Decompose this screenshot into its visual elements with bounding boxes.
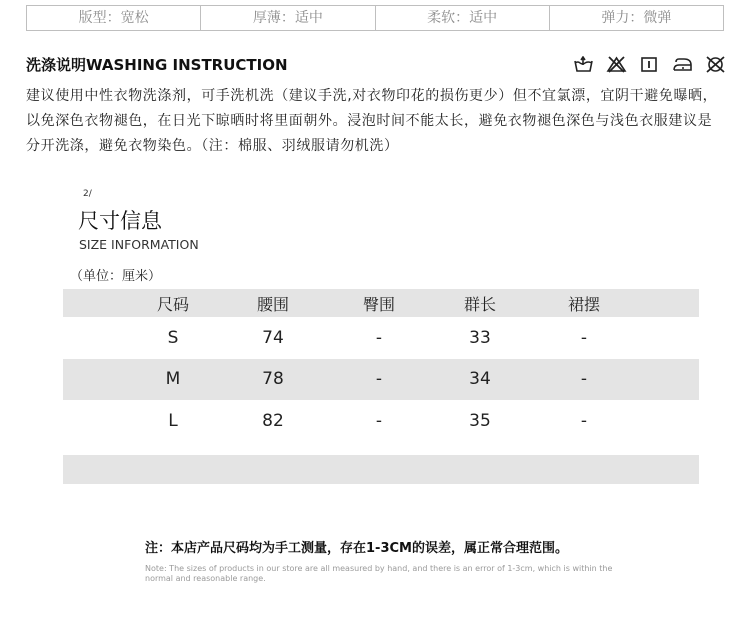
- do-not-dry-clean-icon: [705, 56, 726, 73]
- cell-skirt-length: 33: [469, 327, 491, 348]
- size-info-title: 尺寸信息: [78, 209, 162, 233]
- washing-instruction-text: 建议使用中性衣物洗涤剂，可手洗机洗（建议手洗,对衣物印花的损伤更少）但不宜氯漂，宜阴干避免曝晒，以免深色衣物褪色，在日光下晾晒时将里面朝外。浸泡时间不能太长，避免衣物褪色深色与浅色衣服建议是分开洗涤，避免衣物染色。（注：棉服、羽绒服请勿机洗）: [26, 88, 718, 154]
- cell-hip: -: [375, 327, 383, 348]
- attribute-fit: 版型：宽松: [27, 6, 201, 30]
- cell-size: M: [165, 369, 181, 390]
- fabric-attributes-bar: [26, 5, 724, 31]
- header-skirt-length: 群长: [463, 294, 496, 314]
- page-marker: 2/: [83, 189, 92, 199]
- cell-waist: 82: [262, 410, 284, 431]
- empty-table-row: [63, 455, 699, 484]
- cell-hem: -: [580, 327, 588, 348]
- cell-waist: 78: [262, 369, 284, 390]
- table-row: [63, 400, 699, 442]
- attribute-elasticity: 弹力：微弹: [601, 10, 672, 26]
- header-waist: 腰围: [256, 294, 289, 314]
- header-hem: 裙摆: [567, 294, 600, 314]
- cell-skirt-length: 34: [469, 369, 491, 390]
- cell-size: S: [167, 327, 179, 348]
- iron-icon: [672, 56, 693, 73]
- attribute-softness: 柔软：适中: [376, 6, 550, 30]
- tumble-dry-icon: [639, 56, 660, 73]
- cell-hip: -: [375, 369, 383, 390]
- cell-skirt-length: 35: [469, 410, 491, 431]
- measurement-note-en: Note: The sizes of products in our store are all measured by hand, and there is an error of 1-3cm, which is within the normal and reasonable range.: [145, 564, 613, 583]
- table-row: [63, 317, 699, 359]
- cell-waist: 74: [262, 327, 284, 348]
- header-size: 尺码: [156, 294, 189, 314]
- size-info-subtitle: SIZE INFORMATION: [79, 237, 199, 252]
- cell-hem: -: [580, 369, 588, 390]
- hand-wash-icon: [573, 56, 594, 73]
- washing-instruction-title: 洗涤说明WASHING INSTRUCTION: [26, 56, 288, 74]
- cell-size: L: [168, 410, 178, 431]
- do-not-bleach-icon: [606, 56, 627, 73]
- cell-hem: -: [580, 410, 588, 431]
- table-header-row: [63, 289, 699, 317]
- unit-label: （单位：厘米）: [70, 269, 162, 284]
- care-icons: [573, 56, 726, 73]
- measurement-note-cn: 注：本店产品尺码均为手工测量，存在1-3CM的误差，属正常合理范围。: [145, 541, 568, 556]
- cell-hip: -: [375, 410, 383, 431]
- attribute-thickness: 厚薄：适中: [201, 6, 375, 30]
- header-hip: 臀围: [362, 294, 395, 314]
- size-table: [63, 289, 699, 442]
- table-row: [63, 359, 699, 401]
